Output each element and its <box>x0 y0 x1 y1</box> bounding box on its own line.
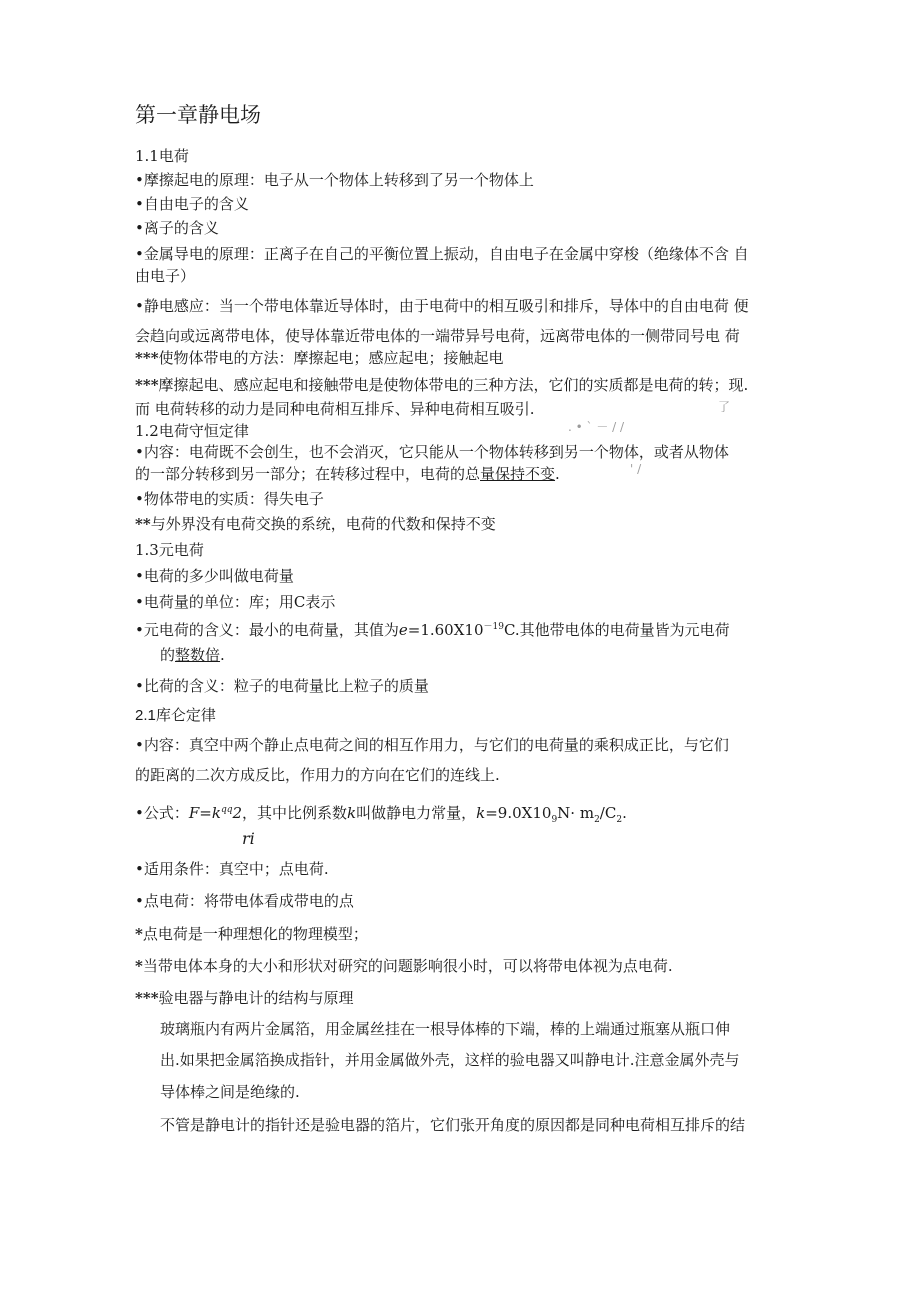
text-line <box>135 617 730 640</box>
text-line: •比荷的含义：粒子的电荷量比上粒子的质量 <box>135 677 429 695</box>
text-line: •金属导电的原理：正离子在自己的平衡位置上振动，自由电子在金属中穿梭（绝缘体不含 自 <box>135 245 749 263</box>
star-mark: ** <box>135 515 151 533</box>
text-line <box>135 464 560 484</box>
subscript: 2 <box>616 815 623 825</box>
scan-artifact: 了 <box>718 400 731 414</box>
text-line: •内容：电荷既不会创生，也不会消灭，它只能从一个物体转移到另一个物体，或者从物体 <box>135 443 729 461</box>
text-segment: 的 <box>160 646 176 664</box>
text-line: 由电子） <box>135 267 196 285</box>
text-segment: . <box>555 465 560 483</box>
star-mark: *** <box>135 376 159 394</box>
scan-artifact: ' / <box>630 462 642 476</box>
page-title: 第一章静电场 <box>135 103 261 127</box>
text-segment: 的一部分转移到另一部分；在转移过程中，电荷的总 <box>135 465 481 483</box>
text-segment: . <box>622 804 627 822</box>
formula-denominator: ri <box>242 829 255 848</box>
exponent: 9 <box>551 815 558 825</box>
text-line: •适用条件：真空中；点电荷. <box>135 860 329 878</box>
star-mark: *** <box>135 349 159 367</box>
text-segment: C.其他带电体的电荷量皆为元电荷 <box>503 621 730 639</box>
section-heading-2-1: 2.1库仑定律 <box>135 707 216 724</box>
text-line: 的距离的二次方成反比，作用力的方向在它们的连线上. <box>135 766 500 784</box>
formula-2: 2 <box>232 804 243 822</box>
underlined-term: 量保持不变 <box>480 465 556 483</box>
text-segment: N· m <box>557 804 595 822</box>
text-segment: /C <box>599 804 617 822</box>
text-line <box>160 645 225 665</box>
text-line: •电荷的多少叫做电荷量 <box>135 567 294 585</box>
section-heading-1-2: 1.2电荷守恒定律 <box>135 422 249 440</box>
text-segment: •公式： <box>135 804 189 822</box>
note-text: 点电荷是一种理想化的物理模型； <box>142 925 368 943</box>
star-mark: *** <box>135 989 159 1007</box>
text-line: •点电荷：将带电体看成带电的点 <box>135 892 354 910</box>
note-line <box>135 514 496 534</box>
paragraph-line: 玻璃瓶内有两片金属箔，用金属丝挂在一根导体棒的下端，棒的上端通过瓶塞从瓶口伸 <box>160 1020 731 1038</box>
symbol-e: e <box>398 621 408 639</box>
note-text: 当带电体本身的大小和形状对研究的问题影响很小时，可以将带电体视为点电荷. <box>142 957 673 975</box>
note-text: 摩擦起电、感应起电和接触带电是使物体带电的三种方法，它们的实质都是电荷的转；现. <box>158 376 749 394</box>
paragraph-line: 不管是静电计的指针还是验电器的箔片，它们张开角度的原因都是同种电荷相互排斥的结 <box>160 1116 746 1134</box>
note-line <box>135 375 748 395</box>
text-line: •电荷量的单位：库；用C表示 <box>135 593 336 611</box>
formula-qq: qq <box>220 805 233 815</box>
star-mark: * <box>135 957 143 975</box>
text-line: 而 电荷转移的动力是同种电荷相互排斥、异种电荷相互吸引. <box>135 400 535 418</box>
text-segment: =1.60X10 <box>407 621 484 639</box>
underlined-term: 整数倍 <box>175 646 221 664</box>
note-text: 与外界没有电荷交换的系统，电荷的代数和保持不变 <box>150 515 496 533</box>
text-segment: =9.0X10 <box>485 804 552 822</box>
symbol-k: k <box>476 804 486 822</box>
text-segment: . <box>220 646 225 664</box>
star-mark: * <box>135 925 143 943</box>
symbol-k: k <box>347 804 357 822</box>
formula-F: F=k <box>188 804 221 822</box>
section-heading-1-1: 1.1电荷 <box>135 147 189 165</box>
note-line <box>135 924 368 944</box>
paragraph-line: 导体棒之间是绝缘的. <box>160 1083 300 1101</box>
note-line <box>135 348 504 368</box>
section-heading-1-3: 1.3元电荷 <box>135 541 204 559</box>
subscript: 2 <box>594 815 600 825</box>
text-line: •自由电子的含义 <box>135 195 249 213</box>
text-segment: ，其中比例系数 <box>242 804 348 822</box>
text-line: •离子的含义 <box>135 219 219 237</box>
note-line <box>135 988 354 1008</box>
text-line: •内容：真空中两个静止点电荷之间的相互作用力，与它们的电荷量的乘积成正比，与它们 <box>135 736 729 754</box>
note-text: 使物体带电的方法：摩擦起电；感应起电；接触起电 <box>158 349 504 367</box>
text-line: •静电感应：当一个带电体靠近导体时，由于电荷中的相互吸引和排斥，导体中的自由电荷 便 <box>135 297 749 315</box>
note-text: 验电器与静电计的结构与原理 <box>158 989 354 1007</box>
note-line <box>135 956 673 976</box>
paragraph-line: 出.如果把金属箔换成指针，并用金属做外壳，这样的验电器又叫静电计.注意金属外壳与 <box>160 1051 740 1069</box>
text-line: •摩擦起电的原理：电子从一个物体上转移到了另一个物体上 <box>135 171 534 189</box>
text-line: 会趋向或远离带电体，使导体靠近带电体的一端带异号电荷，远离带电体的一侧带同号电 荷 <box>135 327 740 345</box>
text-segment: •元电荷的含义：最小的电荷量，其值为 <box>135 621 399 639</box>
text-segment: 叫做静电力常量， <box>356 804 477 822</box>
exponent: －19 <box>483 622 504 632</box>
formula-line <box>135 800 627 830</box>
text-line: •物体带电的实质：得失电子 <box>135 490 324 508</box>
scan-artifact: . • ` － / / <box>568 420 625 434</box>
